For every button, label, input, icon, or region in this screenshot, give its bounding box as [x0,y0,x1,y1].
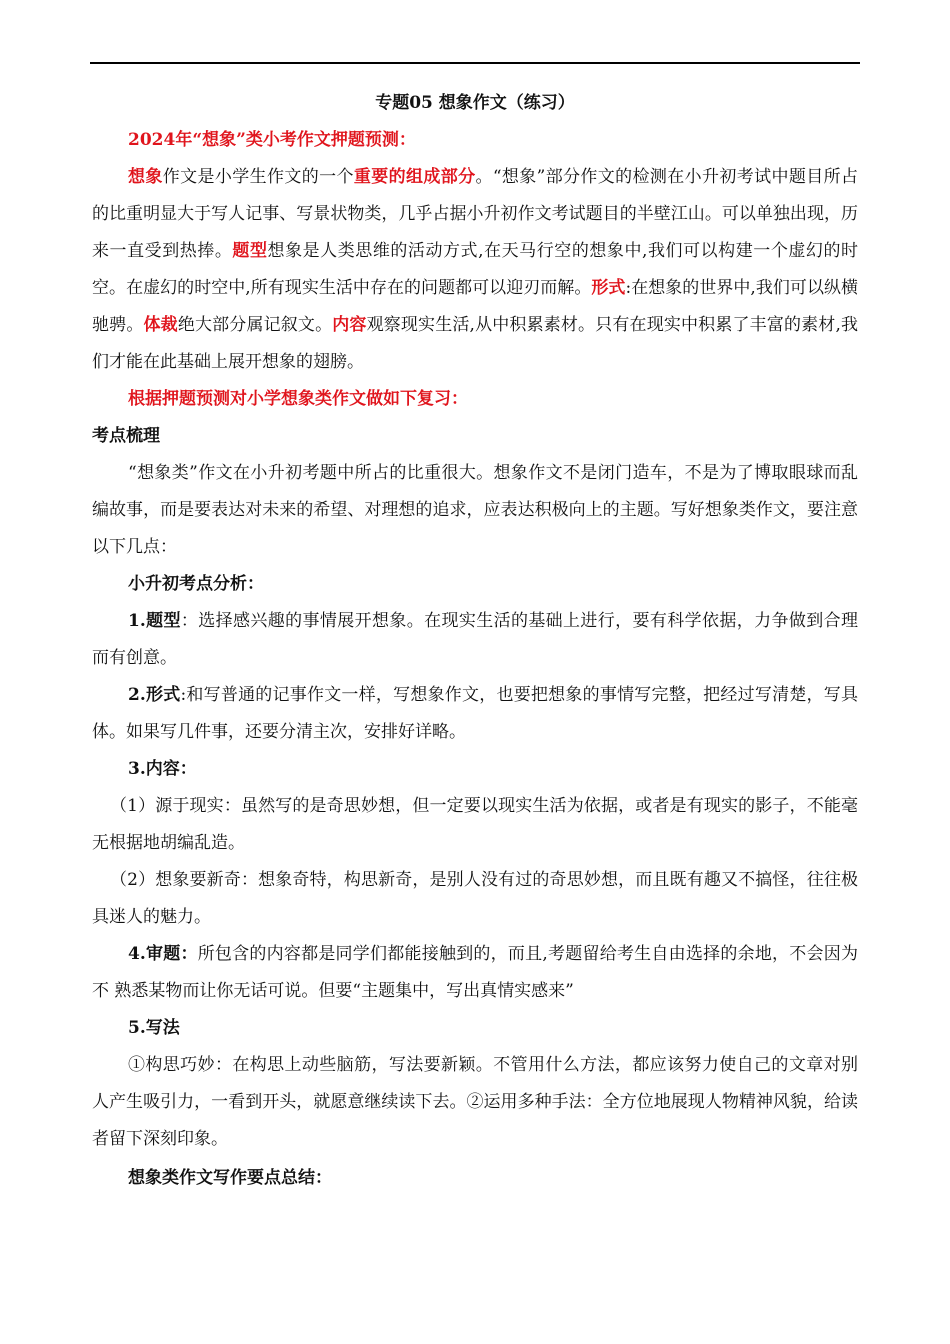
header-rule [90,62,860,64]
term-tixing: 题型 [232,241,268,261]
item-5-text: ①构思巧妙：在构思上动些脑筋，写法要新颖。不管用什么方法，都应该努力使自己的文章对别人产生吸引力，一看到开头，就愿意继续读下去。②运用多种手法：全方位地展现人物精神风貌，给读者留下深刻印象。 [92,1055,858,1149]
item-3-sub-1: （1）源于现实：虽然写的是奇思妙想，但一定要以现实生活为依据，或者是有现实的影子，不能毫无根据地胡编乱造。 [92,796,858,853]
item-4: 4.审题：所包含的内容都是同学们都能接触到的，而且,考题留给考生自由选择的余地，不会因为不 熟悉某物而让你无话可说。但要“主题集中，写出真情实感来” [92,944,858,1001]
term-important-part: 重要的组成部分 [353,167,476,187]
intro-paragraph: 想象作文是小学生作文的一个重要的组成部分。“想象”部分作文的检测在小升初考试中题目所占的比重明显大于写人记事、写景状物类，几乎占据小升初作文考试题目的半壁江山。可以单独出现，历来一直受到热捧。题型想象是人类思维的活动方式,在天马行空的想象中,我们可以构建一个虚幻的时空。在虚幻的时空中,所有现实生活中存在的问题都可以迎刃而解。形式:在想象的世界中,我们可以纵横驰骋。体裁绝大部分属记叙文。内容观察现实生活,从中积累素材。只有在现实中积累了丰富的素材,我们才能在此基础上展开想象的翅膀。 [92,167,859,372]
term-ticai: 体裁 [143,315,178,335]
document-title: 专题05 想象作文（练习） [375,93,575,113]
analysis-heading: 小升初考点分析： [128,574,264,594]
term-neirong: 内容 [332,315,367,335]
term-xiangxiang: 想象 [128,167,163,187]
kaodian-heading: 考点梳理 [92,426,160,446]
kaodian-paragraph: “想象类”作文在小升初考题中所占的比重很大。想象作文不是闭门造车，不是为了博取眼球而乱编故事，而是要表达对未来的希望、对理想的追求，应表达积极向上的主题。写好想象类作文，要注意以下几点： [92,463,858,557]
item-3-label: 3.内容： [128,759,197,779]
review-heading: 根据押题预测对小学想象类作文做如下复习： [128,389,468,409]
prediction-heading: 2024年“想象”类小考作文押题预测： [128,130,416,150]
item-1: 1.题型：选择感兴趣的事情展开想象。在现实生活的基础上进行，要有科学依据，力争做到合理而有创意。 [92,611,859,668]
summary-heading: 想象类作文写作要点总结： [128,1168,332,1188]
item-2: 2.形式:和写普通的记事作文一样，写想象作文，也要把想象的事情写完整，把经过写清楚，写具体。如果写几件事，还要分清主次，安排好详略。 [92,685,858,742]
document-body [92,88,858,1197]
item-5-label: 5.写法 [128,1018,180,1038]
item-3-sub-2: （2）想象要新奇：想象奇特，构思新奇，是别人没有过的奇思妙想，而且既有趣又不搞怪，往往极具迷人的魅力。 [92,870,858,927]
term-xingshi: 形式 [591,278,626,298]
